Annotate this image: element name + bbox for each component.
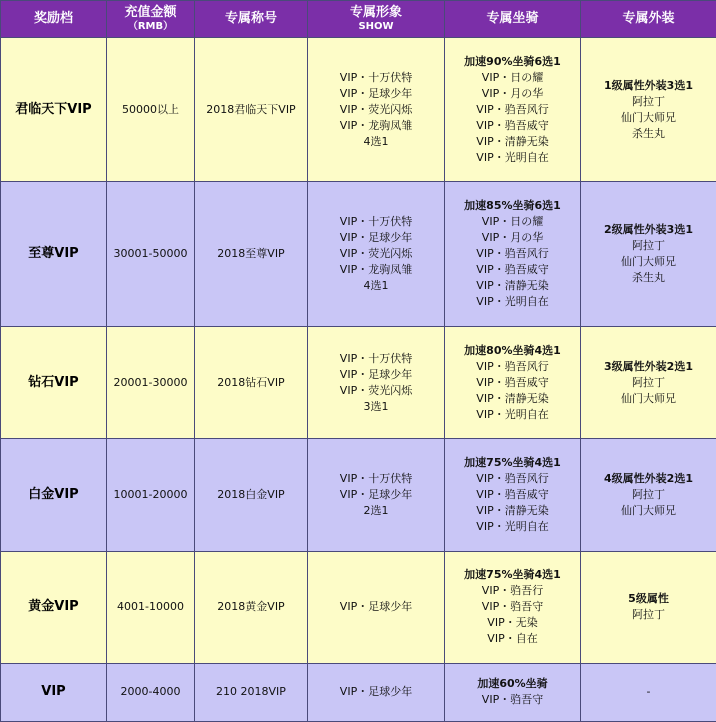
table-row [1,182,716,326]
mount-item: VIP・驺吾威守 [476,118,549,132]
header-mount: 专属坐骑 [445,1,581,38]
mount-cell [445,182,581,326]
mount-item: VIP・驺吾威守 [476,263,549,277]
mount-item: VIP・清静无染 [476,503,549,517]
table-row [1,551,716,663]
show-cell [308,182,445,326]
tier-cell: 黄金VIP [1,551,107,663]
show-item: VIP・足球少年 [339,487,413,501]
header-amount: 充值金额 （RMB） [107,1,195,38]
outfit-heading: 3级属性外装2选1 [604,359,693,373]
outfit-cell [581,38,716,182]
title-cell: 2018钻石VIP [195,326,308,438]
mount-heading: 加速80%坐骑4选1 [464,343,561,357]
amount-cell: 20001-30000 [107,326,195,438]
show-item: 2选1 [363,503,389,517]
mount-item: VIP・驺吾风行 [476,247,549,261]
outfit-item: 阿拉丁 [632,608,665,622]
mount-item: VIP・驺吾守 [481,600,544,614]
outfit-item: 仙门大师兄 [621,391,676,405]
outfit-item: 仙门大师兄 [621,110,676,124]
mount-item: VIP・光明自在 [476,295,549,309]
title-cell: 2018白金VIP [195,439,308,551]
show-item: VIP・十万伏特 [339,215,413,229]
mount-heading: 加速75%坐骑4选1 [464,455,561,469]
mount-item: VIP・驺吾风行 [476,102,549,116]
show-item: VIP・龙驹凤雏 [339,263,413,277]
show-item: VIP・十万伏特 [339,471,413,485]
show-cell [308,663,445,721]
show-cell [308,38,445,182]
outfit-cell [581,551,716,663]
header-tier: 奖励档 [1,1,107,38]
outfit-heading: 5级属性 [628,592,669,606]
tier-cell: 至尊VIP [1,182,107,326]
show-item: 3选1 [363,399,389,413]
show-item: VIP・足球少年 [339,86,413,100]
mount-item: VIP・自在 [487,632,538,646]
mount-item: VIP・清静无染 [476,134,549,148]
mount-item: VIP・光明自在 [476,150,549,164]
outfit-heading: 4级属性外装2选1 [604,471,693,485]
amount-cell: 30001-50000 [107,182,195,326]
outfit-item: 阿拉丁 [632,94,665,108]
show-item: VIP・荧光闪烁 [339,383,413,397]
tier-cell: VIP [1,663,107,721]
table-row [1,38,716,182]
header-show: 专属形象 SHOW [308,1,445,38]
amount-cell: 10001-20000 [107,439,195,551]
mount-cell [445,663,581,721]
table-row [1,326,716,438]
show-item: 4选1 [363,134,389,148]
mount-item: VIP・驺吾威守 [476,487,549,501]
tier-cell: 白金VIP [1,439,107,551]
show-cell [308,439,445,551]
outfit-cell [581,182,716,326]
mount-heading: 加速90%坐骑6选1 [464,54,561,68]
header-outfit: 专属外装 [581,1,716,38]
show-item: VIP・荧光闪烁 [339,102,413,116]
mount-item: VIP・日の耀 [481,215,544,229]
mount-heading: 加速60%坐骑 [477,677,548,691]
tier-cell: 君临天下VIP [1,38,107,182]
mount-item: VIP・驺吾风行 [476,471,549,485]
outfit-item: 阿拉丁 [632,375,665,389]
show-item: VIP・十万伏特 [339,351,413,365]
outfit-heading: 2级属性外装3选1 [604,223,693,237]
outfit-item: 杀生丸 [632,126,665,140]
outfit-cell [581,326,716,438]
mount-heading: 加速85%坐骑6选1 [464,199,561,213]
tier-cell: 钻石VIP [1,326,107,438]
mount-cell [445,439,581,551]
amount-cell: 50000以上 [107,38,195,182]
show-item: VIP・荧光闪烁 [339,247,413,261]
mount-item: VIP・月の华 [481,86,544,100]
show-item: VIP・十万伏特 [339,70,413,84]
title-cell: 2018至尊VIP [195,182,308,326]
mount-cell [445,38,581,182]
mount-item: VIP・月の华 [481,231,544,245]
amount-cell: 2000-4000 [107,663,195,721]
outfit-item: 阿拉丁 [632,487,665,501]
show-item: 4选1 [363,279,389,293]
table-row [1,439,716,551]
mount-item: VIP・日の耀 [481,70,544,84]
show-item: VIP・足球少年 [339,231,413,245]
show-cell [308,551,445,663]
title-cell: 210 2018VIP [195,663,308,721]
outfit-heading: 1级属性外装3选1 [604,78,693,92]
header-row [1,1,716,38]
mount-item: VIP・驺吾行 [481,584,544,598]
mount-item: VIP・无染 [487,616,538,630]
mount-item: VIP・光明自在 [476,519,549,533]
outfit-item: 杀生丸 [632,271,665,285]
show-item: VIP・足球少年 [339,685,413,699]
title-cell: 2018黄金VIP [195,551,308,663]
mount-cell [445,551,581,663]
outfit-item: 仙门大师兄 [621,503,676,517]
show-cell [308,326,445,438]
mount-item: VIP・清静无染 [476,279,549,293]
mount-cell [445,326,581,438]
outfit-item: 阿拉丁 [632,239,665,253]
show-item: VIP・龙驹凤雏 [339,118,413,132]
outfit-item: 仙门大师兄 [621,255,676,269]
amount-cell: 4001-10000 [107,551,195,663]
outfit-cell [581,439,716,551]
outfit-cell [581,663,716,721]
header-title: 专属称号 [195,1,308,38]
mount-item: VIP・清静无染 [476,391,549,405]
mount-heading: 加速75%坐骑4选1 [464,568,561,582]
mount-item: VIP・驺吾风行 [476,359,549,373]
table-row [1,663,716,721]
show-item: VIP・足球少年 [339,600,413,614]
mount-item: VIP・驺吾守 [481,693,544,707]
show-item: VIP・足球少年 [339,367,413,381]
mount-item: VIP・驺吾威守 [476,375,549,389]
title-cell: 2018君临天下VIP [195,38,308,182]
outfit-item: - [646,685,651,699]
mount-item: VIP・光明自在 [476,407,549,421]
